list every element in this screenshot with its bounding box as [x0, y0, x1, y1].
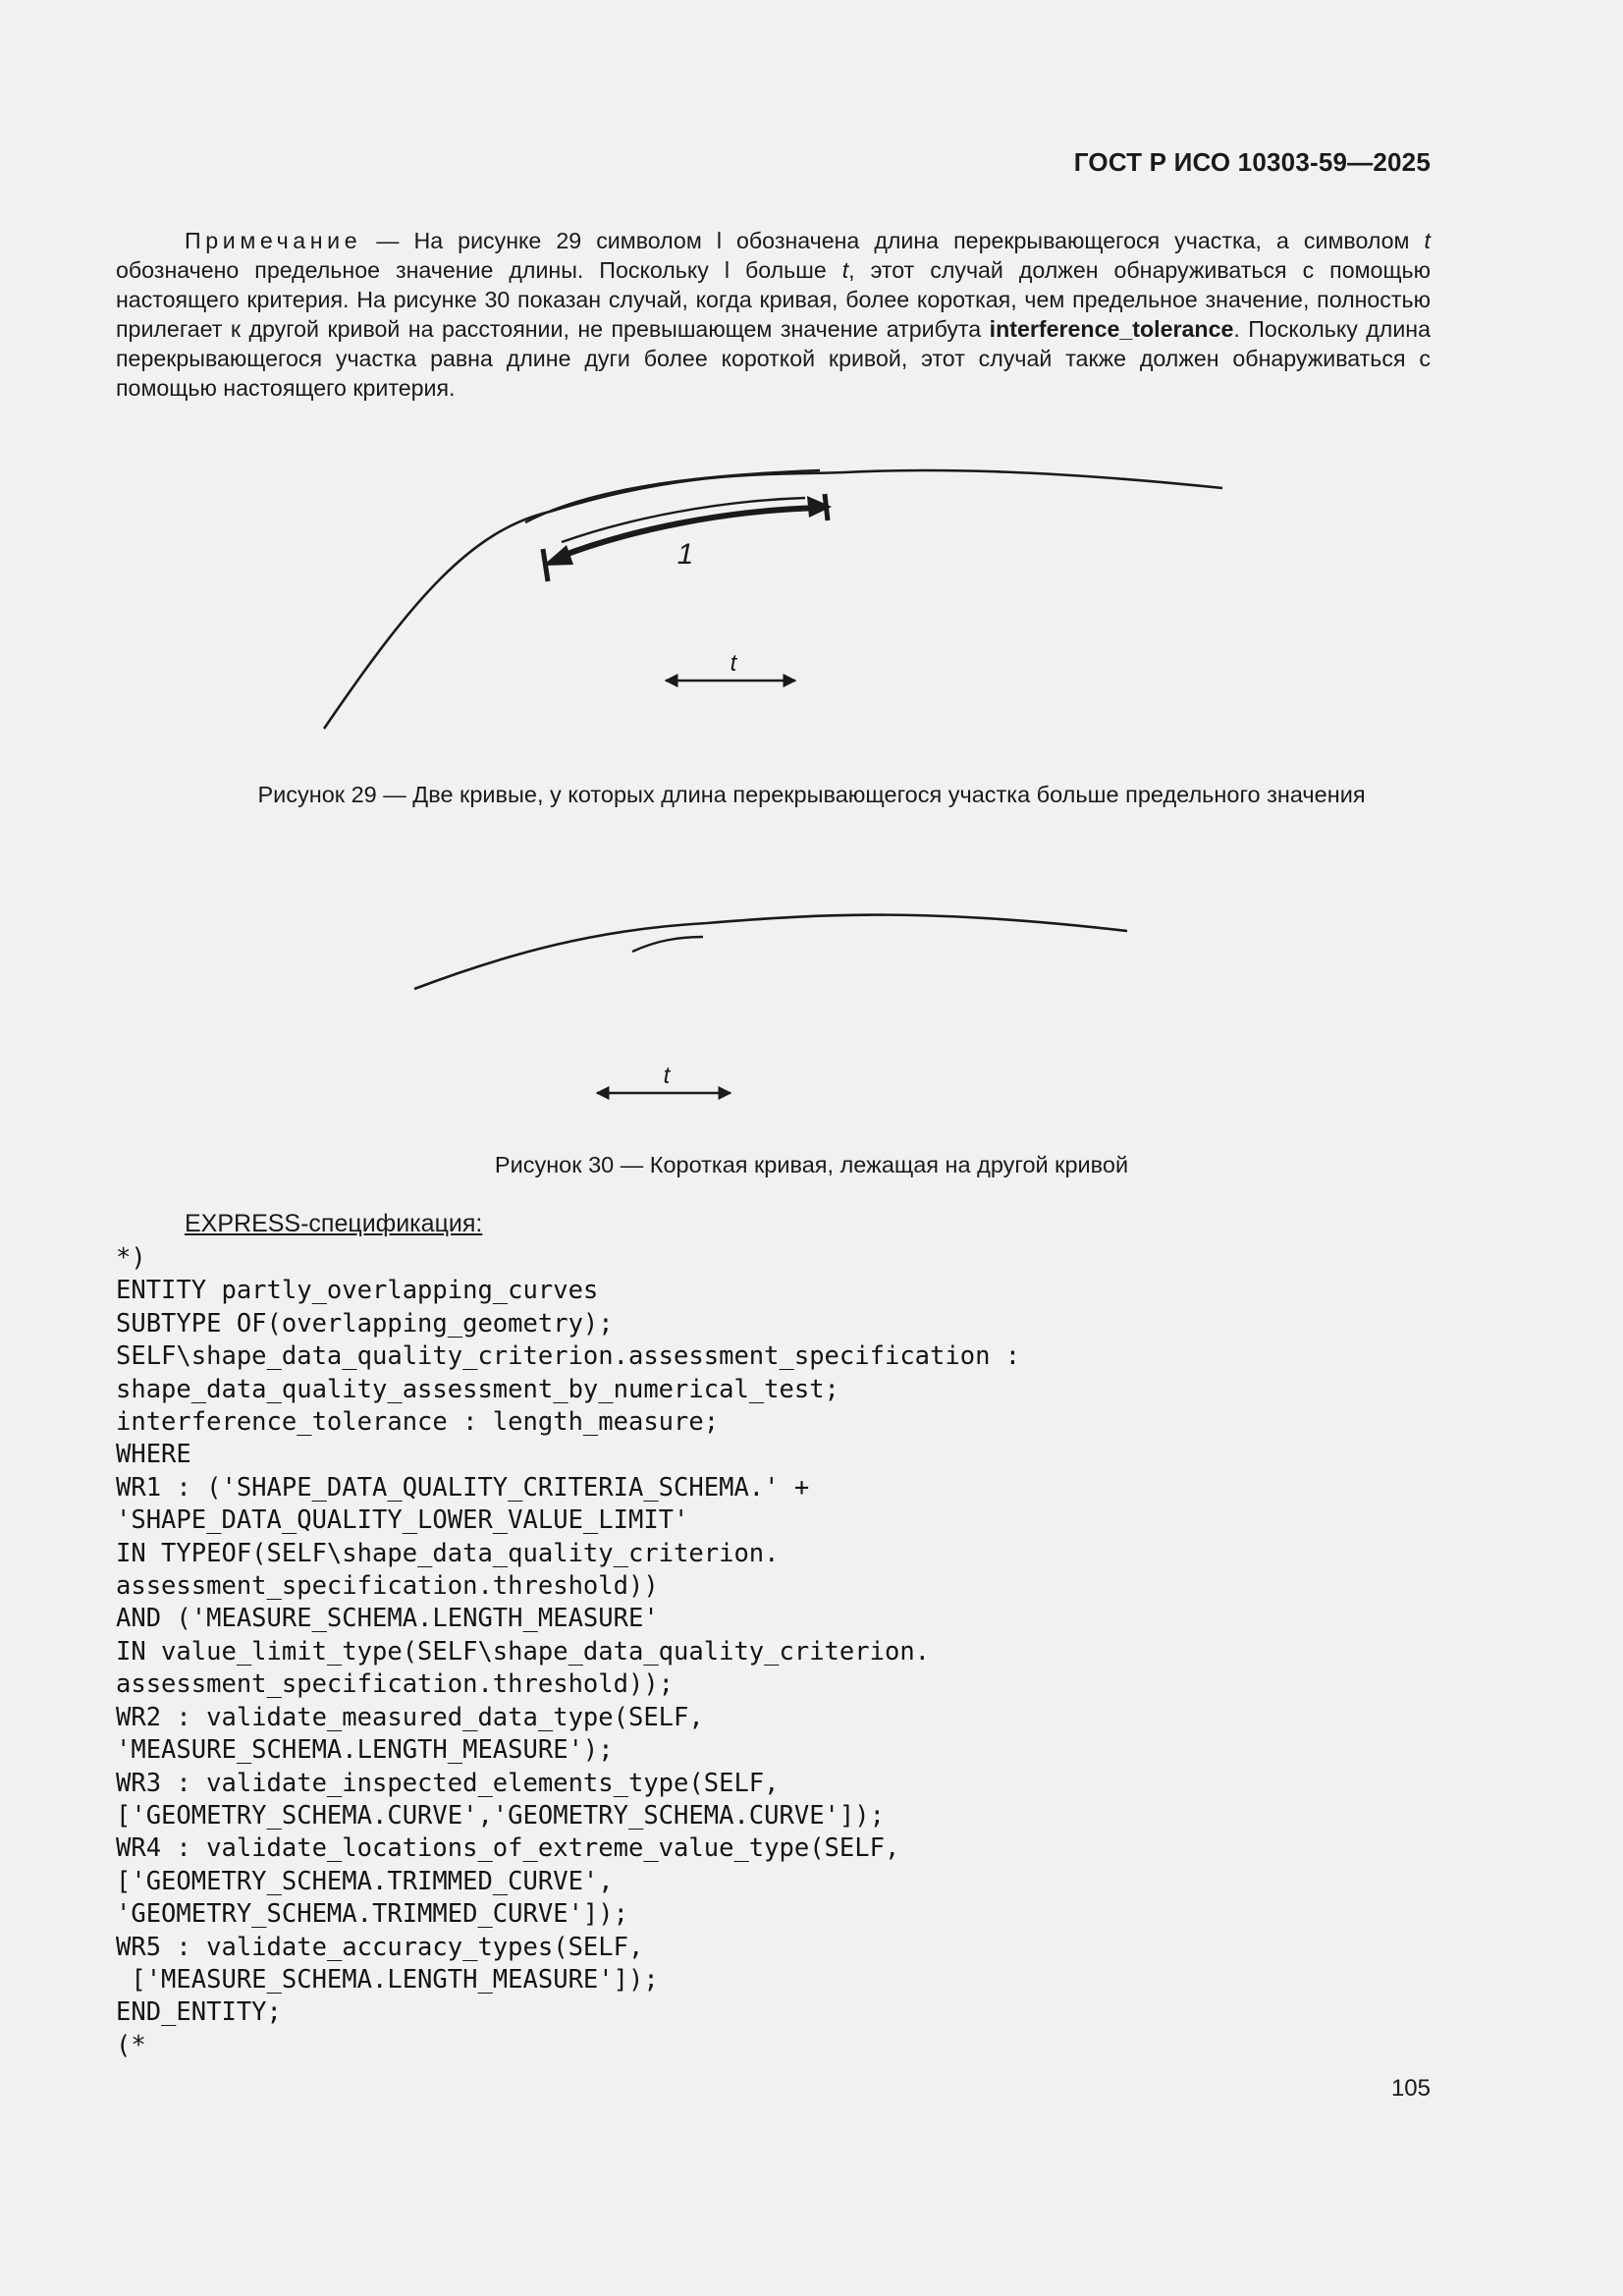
figure-29-caption: Рисунок 29 — Две кривые, у которых длина перекрывающегося участка больше предельного значения	[257, 782, 1366, 807]
figure-29-upper-curve	[525, 470, 820, 522]
note-text-part: . Поскольку длина перекрывающегося участка равна длине дуги более короткой кривой, этот случай также должен обнаруживаться с помощью настоящего критерия.	[116, 316, 1431, 401]
document-header: ГОСТ Р ИСО 10303-59—2025	[1073, 147, 1431, 177]
note-text-part: обозначено предельное значение длины. Поскольку l больше	[116, 257, 842, 283]
figure-30-drawing	[0, 884, 1623, 1120]
note-paragraph	[116, 226, 1431, 403]
figure-30-long-curve	[414, 915, 1127, 989]
note-symbol-t: t	[1424, 228, 1431, 253]
figure-29-arrowhead	[543, 545, 573, 566]
figure-30-caption: Рисунок 30 — Короткая кривая, лежащая на другой кривой	[494, 1152, 1129, 1177]
note-symbol-t: t	[841, 257, 849, 283]
note-block	[116, 226, 1431, 403]
note-attribute-name: interference_tolerance	[989, 316, 1234, 342]
express-code-block: *) ENTITY partly_overlapping_curves SUBTYPE OF(overlapping_geometry); SELF\shape_data_quality_criterion.assessment_specification : shape_data_quality_assessment_by_numerical_test; interference_tolerance : length_measure; WHERE WR1 : ('SHAPE_DATA_QUALITY_CRITERIA_SCHEMA.' + 'SHAPE_DATA_QUALITY_LOWER_VALUE_LIMIT' IN TYPEOF(SELF\shape_data_quality_criterion. assessment_specification.threshold)) AND ('MEASURE_SCHEMA.LENGTH_MEASURE' IN value_limit_type(SELF\shape_data_quality_criterion. assessment_specification.threshold)); WR2 : validate_measured_data_type(SELF, 'MEASURE_SCHEMA.LENGTH_MEASURE'); WR3 : validate_inspected_elements_type(SELF, ['GEOMETRY_SCHEMA.CURVE','GEOMETRY_SCHEMA.CURVE']); WR4 : validate_locations_of_extreme_value_type(SELF, ['GEOMETRY_SCHEMA.TRIMMED_CURVE', 'GEOMETRY_SCHEMA.TRIMMED_CURVE']); WR5 : validate_accuracy_types(SELF, ['MEASURE_SCHEMA.LENGTH_MEASURE']); END_ENTITY; (*	[116, 1243, 1021, 2060]
figure-30-label-t: t	[663, 1063, 671, 1089]
note-text-part: — На рисунке 29 символом l обозначена длина перекрывающегося участка, а символом	[361, 228, 1425, 253]
figure-29-end-tick	[543, 549, 548, 581]
note-text-part: , этот случай должен обнаруживаться с помощью настоящего критерия. На рисунке 30 показан случай, когда кривая, более короткая, чем предельное значение, полностью прилегает к другой кривой на расстоянии, не превышающем значение атрибута	[116, 257, 1431, 342]
figure-30-short-curve	[632, 937, 703, 952]
express-heading: EXPRESS-спецификация:	[185, 1210, 483, 1237]
figure-29-end-tick	[825, 494, 828, 520]
figure-29-label-t: t	[730, 650, 737, 677]
page-number: 105	[1390, 2075, 1431, 2102]
note-label: Примечание	[185, 228, 362, 253]
figure-29-label-1: 1	[676, 538, 694, 571]
figure-29-drawing	[0, 432, 1623, 756]
